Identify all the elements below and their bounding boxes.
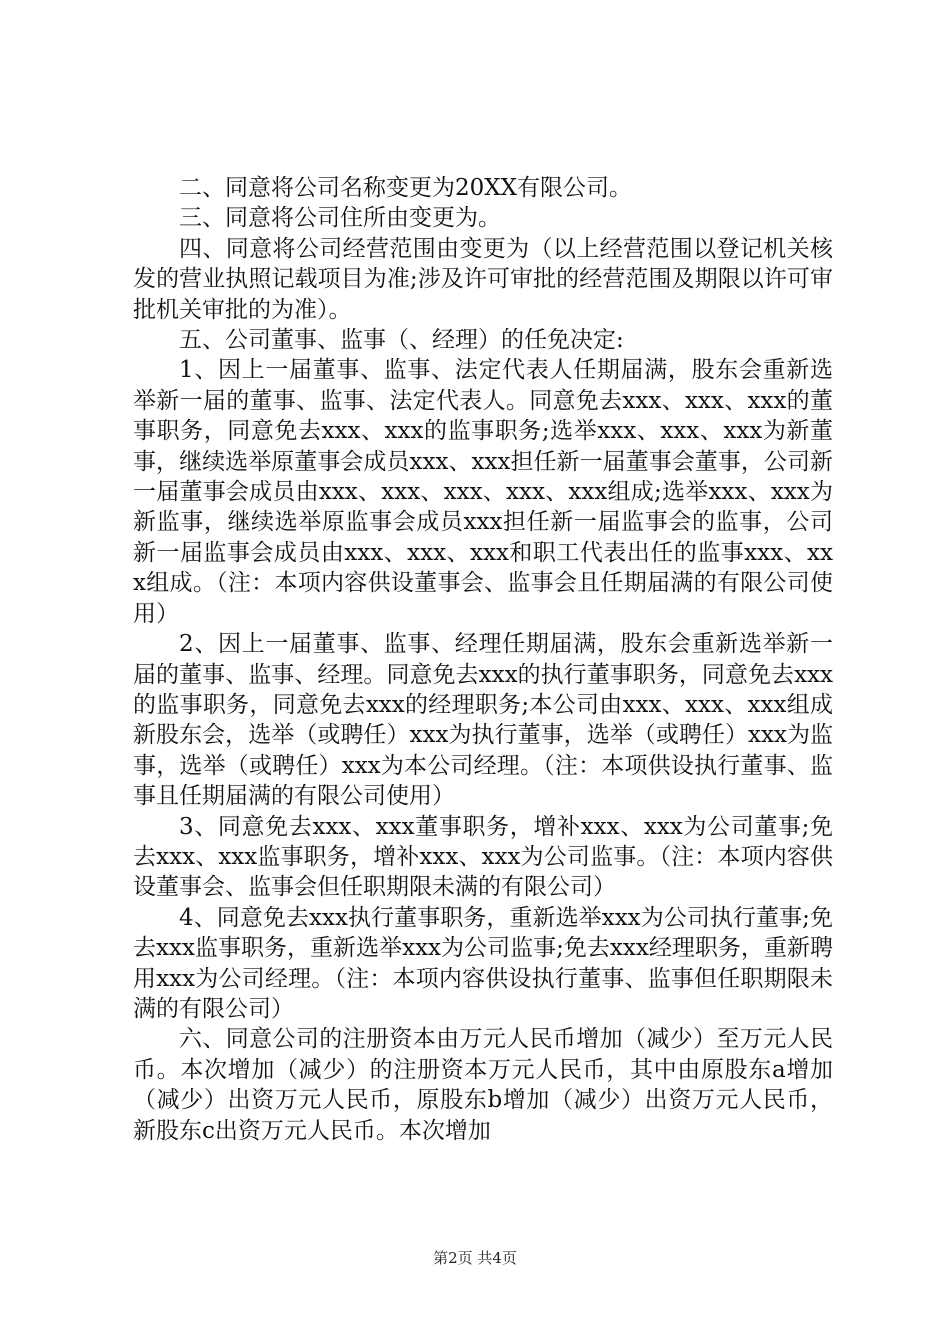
paragraph-item-1: 1、因上一届董事、监事、法定代表人任期届满，股东会重新选举新一届的董事、监事、法定代表人。同意免去xxx、xxx、xxx的董事职务，同意免去xxx、xxx的监事职务;选举xxx、xxx、xxx为新董事，继续选举原董事会成员xxx、xxx担任新一届董事会董事，公司新一届董事会成员由xxx、xxx、xxx、xxx、xxx组成;选举xxx、xxx为新监事，继续选举原监事会成员xxx担任新一届监事会的监事，公司新一届监事会成员由xxx、xxx、xxx和职工代表出任的监事xxx、xxx组成。（注：本项内容供设董事会、监事会且任期届满的有限公司使用） [133,357,833,627]
paragraph-item-4: 4、同意免去xxx执行董事职务，重新选举xxx为公司执行董事;免去xxx监事职务，重新选举xxx为公司监事;免去xxx经理职务，重新聘用xxx为公司经理。（注：本项内容供设执行董事、监事但任职期限未满的有限公司） [133,904,833,1022]
paragraph-item-2: 2、因上一届董事、监事、经理任期届满，股东会重新选举新一届的董事、监事、经理。同意免去xxx的执行董事职务，同意免去xxx的监事职务，同意免去xxx的经理职务;本公司由xxx、xxx、xxx组成新股东会，选举（或聘任）xxx为执行董事，选举（或聘任）xxx为监事，选举（或聘任）xxx为本公司经理。（注：本项供设执行董事、监事且任期届满的有限公司使用） [133,631,833,810]
paragraph-company-name: 二、同意将公司名称变更为20XX有限公司。 [179,175,633,201]
document-body [133,173,833,1146]
paragraph-registered-capital: 六、同意公司的注册资本由万元人民币增加（减少）至万元人民币。本次增加（减少）的注册资本万元人民币，其中由原股东a增加（减少）出资万元人民币，原股东b增加（减少）出资万元人民币，新股东c出资万元人民币。本次增加 [133,1026,833,1144]
paragraph-business-scope: 四、同意将公司经营范围由变更为（以上经营范围以登记机关核发的营业执照记载项目为准;涉及许可审批的经营范围及期限以许可审批机关审批的为准）。 [133,235,833,323]
paragraph-item-3: 3、同意免去xxx、xxx董事职务，增补xxx、xxx为公司董事;免去xxx、xxx监事职务，增补xxx、xxx为公司监事。（注：本项内容供设董事会、监事会但任职期限未满的有限公司） [133,813,833,901]
paragraph-appointment-heading: 五、公司董事、监事（、经理）的任免决定: [179,327,624,354]
paragraph-company-address: 三、同意将公司住所由变更为。 [179,205,501,232]
page-number-footer: 第2页 共4页 [433,1249,517,1267]
